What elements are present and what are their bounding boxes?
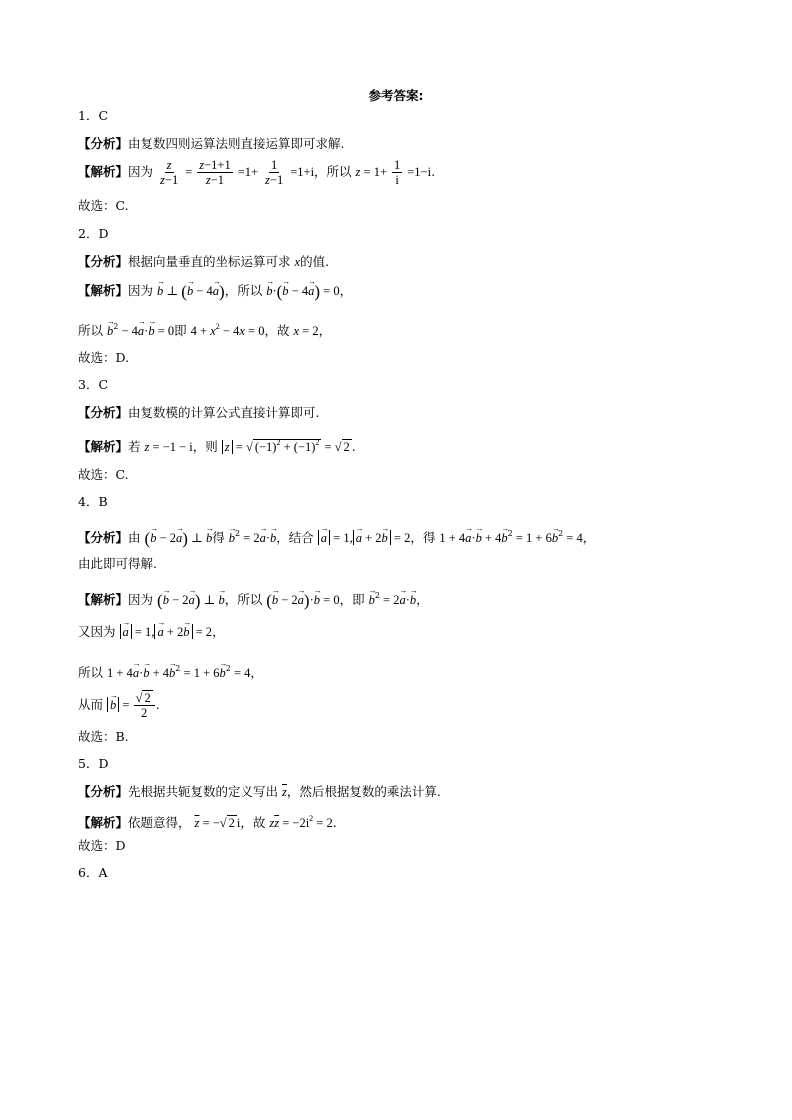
answer-4-analysis: 【分析】由 (→ b − 2→ a) ⊥ → b得 → $b^2 = 2\to a\cdot\to b$，结合 → a = 1, → a + 2→ b = 2，得 $1 + 4\to a\cdot\to b + 4\to b^2 = 1 + 6\to b^2 = 4$， [78, 526, 595, 547]
answer-1-solution: 【解析】因为 $\frac{z}{z-1}$ = $\frac{z-1+1}{z-1}$ =1+ $\frac{1}{z-1}$ =1+i，所以 z = 1+ $\frac{1}{i}$ =1−i. [78, 158, 436, 187]
answer-4-solution: 【解析】因为 (→ b − 2→ a) ⊥ → b，所以 (→ b − 2→ a)·→ b = 0，即 → $b^2 = 2\to a\cdot\to b$， [78, 588, 429, 609]
answer-4-step-4: 从而 → b = $\frac{√ 2}{2}$ . [78, 690, 160, 720]
answer-2-choice: 故选：D. [78, 350, 130, 365]
answer-4-head: 4．B [78, 494, 108, 509]
answer-4-step-3: 所以 $1 + 4\to a\cdot\to b + 4\to b^2 = 1 + 6\to b^2 = 4$， [78, 661, 263, 681]
answer-2-head: 2．D [78, 226, 109, 241]
page-title: 参考答案: [368, 88, 424, 103]
answer-1-analysis: 【分析】由复数四则运算法则直接运算即可求解. [78, 136, 345, 151]
answer-3-solution: 【解析】若 z = −1 − i，则 z = √ $(-1)^2 + (-1)^2$ = √ 2 . [78, 438, 356, 454]
answer-2-derivation: 所以 → $b^2 - 4\to a\cdot\to b = 0$即 $4 + x^2 - 4x = 0$，故 x = 2， [78, 319, 331, 339]
answer-2-solution: 【解析】因为 → b ⊥ (→ b − 4→ a)，所以 → b·(→ b − 4→ a) = 0， [78, 283, 352, 300]
answer-3-choice: 故选：C. [78, 467, 129, 482]
fraction: $\frac{z}{z-1}$ [160, 158, 179, 187]
fraction: $\frac{1}{z-1}$ [265, 158, 284, 187]
answer-2-analysis: 【分析】根据向量垂直的坐标运算可求 x的值. [78, 254, 330, 269]
answer-3-analysis: 【分析】由复数模的计算公式直接计算即可. [78, 405, 320, 420]
answer-5-choice: 故选：D [78, 838, 126, 853]
fraction: $\frac{√ 2}{2}$ [134, 691, 155, 720]
answer-1-choice: 故选：C. [78, 198, 129, 213]
answer-3-head: 3．C [78, 377, 109, 392]
answer-5-head: 5．D [78, 756, 109, 771]
answer-4-step-2: 又因为 → a = 1, → a + 2→ b = 2， [78, 624, 225, 640]
answer-4-analysis-cont: 由此即可得解. [78, 556, 157, 571]
fraction: $\frac{1}{i}$ [394, 158, 401, 187]
answer-5-analysis: 【分析】先根据共轭复数的定义写出 $\overline{z}$，然后根据复数的乘法计算. [78, 784, 441, 799]
answer-5-solution: 【解析】依题意得， $\overline{z}$ = −√ 2 i，故 $z\overline{z} = -2i^2 = 2$. [78, 814, 337, 830]
fraction: $\frac{z-1+1}{z-1}$ [199, 158, 231, 187]
answer-1-head: 1．C [78, 108, 109, 123]
answer-6-head: 6．A [78, 865, 108, 880]
answer-4-choice: 故选：B. [78, 729, 129, 744]
